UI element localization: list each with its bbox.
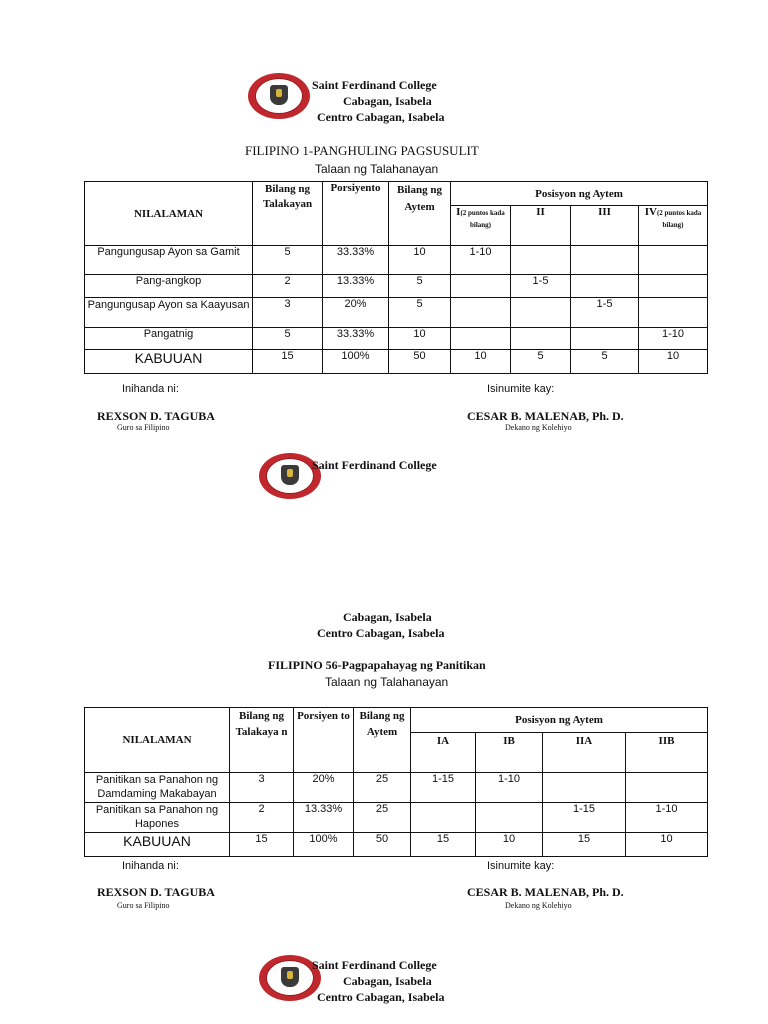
- submitted-to-name: CESAR B. MALENAB, Ph. D.: [467, 885, 624, 899]
- college-name: Saint Ferdinand College: [312, 78, 437, 92]
- header-porsiyento: Porsiyen to: [294, 708, 354, 773]
- topic-cell: Pangungusap Ayon sa Gamit: [85, 246, 253, 275]
- position-cell: [451, 328, 511, 350]
- total-porsiyento: 100%: [323, 350, 389, 374]
- position-header: IV(2 puntos kada bilang): [639, 206, 708, 246]
- table-row: [85, 803, 708, 833]
- total-talakayan: 15: [230, 833, 294, 857]
- total-position: 10: [639, 350, 708, 374]
- prepared-by-role: Guro sa Filipino: [117, 901, 170, 910]
- total-aytem: 50: [389, 350, 451, 374]
- position-cell: [543, 773, 626, 803]
- table-total-row: [85, 350, 708, 374]
- total-position: 10: [476, 833, 543, 857]
- position-cell: [451, 275, 511, 298]
- prepared-by-name: REXSON D. TAGUBA: [97, 885, 215, 899]
- position-header: III: [571, 206, 639, 246]
- talakayan-cell: 3: [230, 773, 294, 803]
- porsiyento-cell: 20%: [294, 773, 354, 803]
- table-row: [85, 773, 708, 803]
- section1-subtitle: Talaan ng Talahanayan: [315, 162, 439, 176]
- position-cell: [639, 275, 708, 298]
- topic-cell: Pangatnig: [85, 328, 253, 350]
- position-header: II: [511, 206, 571, 246]
- topic-cell: Pang-angkop: [85, 275, 253, 298]
- total-aytem: 50: [354, 833, 411, 857]
- college-town: Cabagan, Isabela: [343, 974, 432, 988]
- porsiyento-cell: 13.33%: [294, 803, 354, 833]
- position-cell: 1-15: [411, 773, 476, 803]
- college-name: Saint Ferdinand College: [312, 958, 437, 972]
- aytem-cell: 25: [354, 803, 411, 833]
- section2-table: [84, 707, 708, 857]
- aytem-cell: 5: [389, 275, 451, 298]
- total-position: 10: [626, 833, 708, 857]
- topic-cell: Panitikan sa Panahon ng Damdaming Makabayan: [85, 773, 230, 803]
- college-address: Centro Cabagan, Isabela: [317, 626, 445, 640]
- position-header: IB: [476, 733, 543, 773]
- talakayan-cell: 2: [230, 803, 294, 833]
- submitted-to-name: CESAR B. MALENAB, Ph. D.: [467, 409, 624, 423]
- position-cell: 1-10: [639, 328, 708, 350]
- aytem-cell: 10: [389, 246, 451, 275]
- position-cell: [639, 298, 708, 328]
- header-posisyon: Posisyon ng Aytem: [411, 708, 708, 733]
- header-bilang-talakayan: Bilang ng Talakaya n: [230, 708, 294, 773]
- position-header: IA: [411, 733, 476, 773]
- position-cell: [639, 246, 708, 275]
- position-cell: 1-5: [571, 298, 639, 328]
- position-header: IIA: [543, 733, 626, 773]
- porsiyento-cell: 13.33%: [323, 275, 389, 298]
- total-position: 5: [511, 350, 571, 374]
- total-position: 10: [451, 350, 511, 374]
- position-cell: [511, 246, 571, 275]
- aytem-cell: 10: [389, 328, 451, 350]
- header-bilang-talakayan: Bilang ng Talakayan: [253, 182, 323, 246]
- submitted-to-label: Isinumite kay:: [487, 383, 555, 395]
- position-cell: [511, 298, 571, 328]
- section2-title: FILIPINO 56-Pagpapahayag ng Panitikan: [268, 658, 486, 672]
- prepared-by-name: REXSON D. TAGUBA: [97, 409, 215, 423]
- position-cell: [511, 328, 571, 350]
- talakayan-cell: 3: [253, 298, 323, 328]
- position-cell: [571, 275, 639, 298]
- header-nilalaman: NILALAMAN: [85, 182, 253, 246]
- college-address: Centro Cabagan, Isabela: [317, 110, 445, 124]
- topic-cell: Panitikan sa Panahon ng Hapones: [85, 803, 230, 833]
- topic-cell: Pangungusap Ayon sa Kaayusan: [85, 298, 253, 328]
- total-talakayan: 15: [253, 350, 323, 374]
- position-cell: [626, 773, 708, 803]
- submitted-to-role: Dekano ng Kolehiyo: [505, 423, 572, 432]
- talakayan-cell: 5: [253, 328, 323, 350]
- table-row: [85, 298, 708, 328]
- position-cell: 1-10: [476, 773, 543, 803]
- header-porsiyento: Porsiyento: [323, 182, 389, 246]
- aytem-cell: 5: [389, 298, 451, 328]
- position-cell: [411, 803, 476, 833]
- talakayan-cell: 5: [253, 246, 323, 275]
- porsiyento-cell: 33.33%: [323, 246, 389, 275]
- porsiyento-cell: 20%: [323, 298, 389, 328]
- table-total-row: [85, 833, 708, 857]
- total-position: 15: [543, 833, 626, 857]
- college-town: Cabagan, Isabela: [343, 610, 432, 624]
- college-town: Cabagan, Isabela: [343, 94, 432, 108]
- total-position: 15: [411, 833, 476, 857]
- submitted-to-role: Dekano ng Kolehiyo: [505, 901, 572, 910]
- table-row: [85, 328, 708, 350]
- section1-title: FILIPINO 1-PANGHULING PAGSUSULIT: [245, 143, 479, 158]
- prepared-by-label: Inihanda ni:: [122, 383, 179, 395]
- total-position: 5: [571, 350, 639, 374]
- position-cell: [571, 246, 639, 275]
- section1-table: [84, 181, 708, 374]
- header-bilang-aytem: Bilang ng Aytem: [389, 182, 451, 246]
- submitted-to-label: Isinumite kay:: [487, 860, 555, 872]
- college-name: Saint Ferdinand College: [312, 458, 437, 472]
- prepared-by-role: Guro sa Filipino: [117, 423, 170, 432]
- position-header: I(2 puntos kada bilang): [451, 206, 511, 246]
- kabuuan-label: KABUUAN: [85, 833, 230, 857]
- position-cell: 1-5: [511, 275, 571, 298]
- position-cell: 1-15: [543, 803, 626, 833]
- aytem-cell: 25: [354, 773, 411, 803]
- position-cell: 1-10: [451, 246, 511, 275]
- position-header: IIB: [626, 733, 708, 773]
- position-cell: [451, 298, 511, 328]
- position-cell: [476, 803, 543, 833]
- position-cell: [571, 328, 639, 350]
- table-row: [85, 275, 708, 298]
- kabuuan-label: KABUUAN: [85, 350, 253, 374]
- college-seal-logo: [248, 73, 310, 119]
- prepared-by-label: Inihanda ni:: [122, 860, 179, 872]
- porsiyento-cell: 33.33%: [323, 328, 389, 350]
- table-row: [85, 246, 708, 275]
- section2-subtitle: Talaan ng Talahanayan: [325, 675, 449, 689]
- position-cell: 1-10: [626, 803, 708, 833]
- header-posisyon: Posisyon ng Aytem: [451, 182, 708, 206]
- total-porsiyento: 100%: [294, 833, 354, 857]
- talakayan-cell: 2: [253, 275, 323, 298]
- header-nilalaman: NILALAMAN: [85, 708, 230, 773]
- header-bilang-aytem: Bilang ng Aytem: [354, 708, 411, 773]
- college-address: Centro Cabagan, Isabela: [317, 990, 445, 1004]
